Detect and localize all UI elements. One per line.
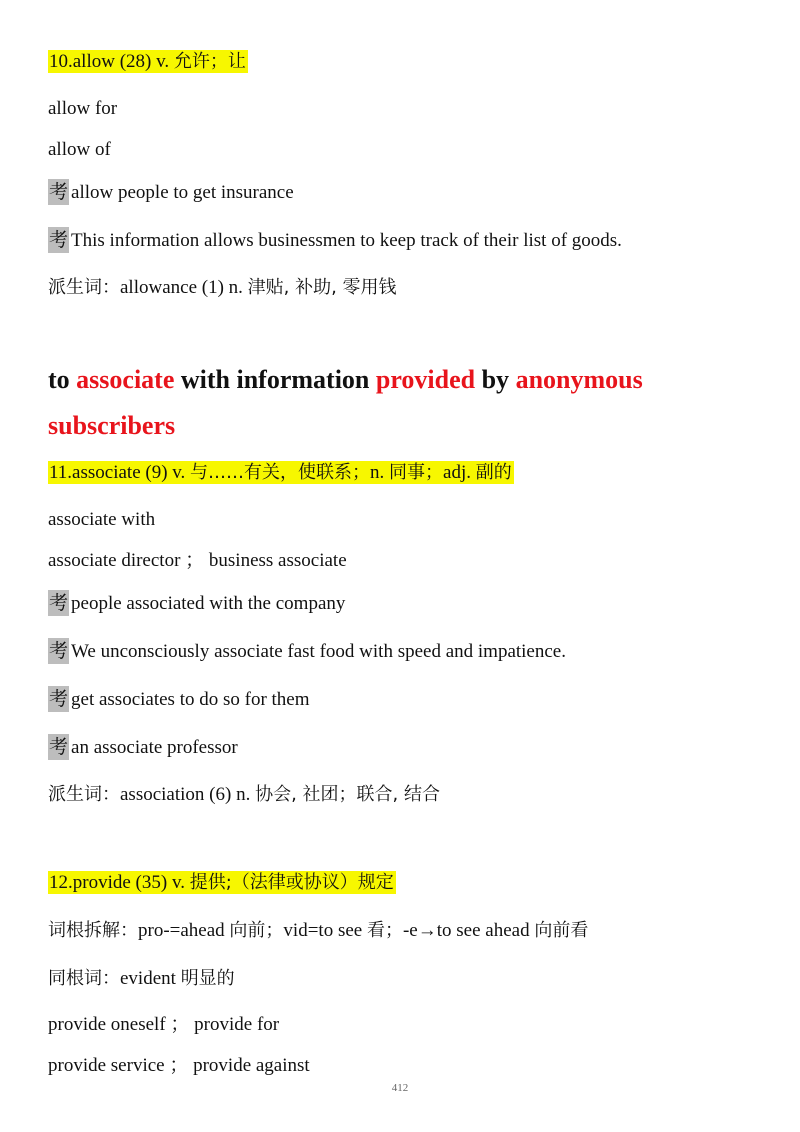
- entry-10-highlight: 10.allow (28) v. 允许；让: [49, 51, 246, 72]
- entry-11-example-4: 考 an associate professor: [49, 736, 238, 758]
- keyword-associate: associate: [76, 365, 175, 394]
- entry-10-phrase-1: allow for: [48, 98, 118, 119]
- entry-11-derivative: 派生词：association (6) n. 协会, 社团；联合, 结合: [48, 784, 440, 805]
- entry-11-example-2: 考 We unconsciously associate fast food with speed and impatience.: [49, 640, 566, 662]
- entry-12-heading: [48, 870, 396, 896]
- entry-10-example-2: 考 This information allows businessmen to keep track of their list of goods.: [49, 229, 622, 251]
- exam-marker: 考: [49, 688, 69, 710]
- entry-11-heading: [48, 460, 514, 486]
- keyword-provided: provided: [375, 365, 476, 394]
- entry-12-phrase-1: provide oneself ； provide for: [48, 1014, 280, 1035]
- entry-10-phrase-2: allow of: [48, 139, 111, 160]
- entry-11-highlight: 11.associate (9) v. 与……有关，使联系；n. 同事；adj. 副的: [49, 462, 512, 483]
- sentence-line-1: to associate with information provided by anonymous: [48, 365, 643, 394]
- entry-10-derivative: 派生词：allowance (1) n. 津贴, 补助, 零用钱: [48, 277, 397, 298]
- entry-11-phrase-2: associate director ； business associate: [48, 550, 347, 571]
- entry-11-example-3: 考 get associates to do so for them: [49, 688, 310, 710]
- entry-10-example-1: 考 allow people to get insurance: [49, 181, 294, 203]
- entry-10-heading: [48, 49, 248, 75]
- entry-12-cognate: 同根词：evident 明显的: [48, 968, 235, 989]
- entry-12-root: 词根拆解：pro-=ahead 向前；vid=to see 看；-e→to see ahead 向前看: [48, 920, 589, 941]
- entry-12-highlight: 12.provide (35) v. 提供;（法律或协议）规定: [49, 872, 394, 893]
- keyword-anonymous: anonymous: [515, 365, 643, 394]
- keyword-subscribers: subscribers: [48, 411, 176, 440]
- exam-marker: 考: [49, 640, 69, 662]
- entry-11-example-1: 考 people associated with the company: [49, 592, 346, 614]
- exam-marker: 考: [49, 592, 69, 614]
- page-number: 412: [391, 1082, 409, 1094]
- sentence-line-2: [48, 409, 175, 443]
- entry-11-phrase-1: associate with: [48, 509, 156, 530]
- exam-marker: 考: [49, 181, 69, 203]
- exam-marker: 考: [49, 736, 69, 758]
- exam-marker: 考: [49, 229, 69, 251]
- entry-12-phrase-2: provide service ； provide against: [48, 1055, 310, 1076]
